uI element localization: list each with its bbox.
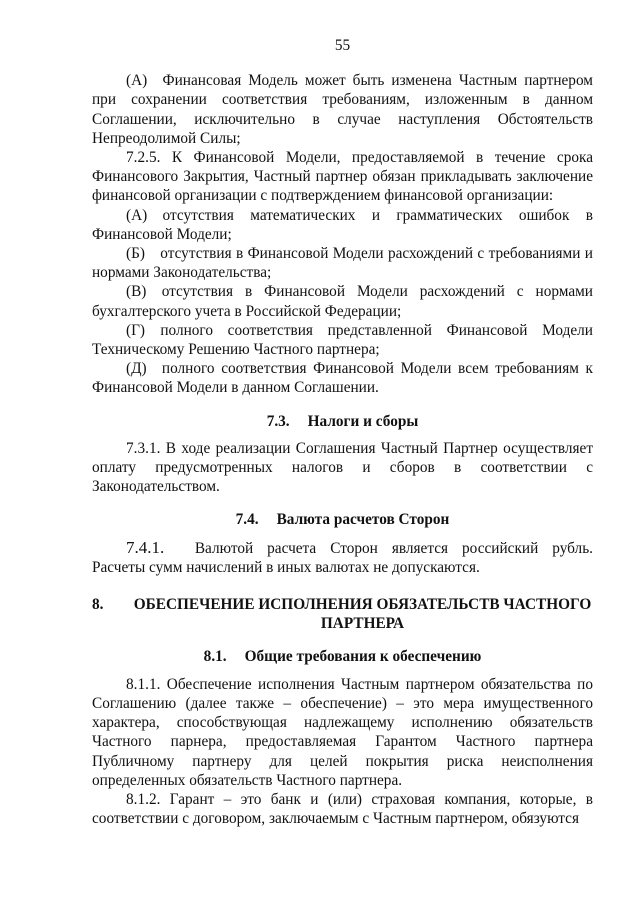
section-heading-7-3 xyxy=(92,412,593,431)
list-item-b: (Б) отсутствия в Финансовой Модели расхождений с требованиями и нормами Законодательства; xyxy=(92,245,593,282)
paragraph-7-3-1: 7.3.1. В ходе реализации Соглашения Частный Партнер осуществляет оплату предусмотренных налогов и сборов в соответствии с Законодательством. xyxy=(92,439,593,496)
paragraph-8-1-1: 8.1.1. Обеспечение исполнения Частным партнером обязательства по Соглашению (далее также – обеспечение) – это мера имущественного характера, способствующая надлежащему исполнению обязательств Частного парнера, предоставляемая Гарантом Частного партнера Публичному партнеру для целей покрытия риска неисполнения определенных обязательств Частного партнера. xyxy=(92,675,593,789)
paragraph-8-1-2: 8.1.2. Гарант – это банк и (или) страховая компания, которые, в соответствии с договором, заключаемым с Частным партнером, обязуются xyxy=(92,790,593,828)
paragraph-7-4-1 xyxy=(92,538,593,577)
chapter-title: ОБЕСПЕЧЕНИЕ ИСПОЛНЕНИЯ ОБЯЗАТЕЛЬСТВ ЧАСТНОГО ПАРТНЕРА xyxy=(133,596,592,633)
list-item-d: (Д) полного соответствия Финансовой Модели всем требованиям к Финансовой Модели в данном Соглашении. xyxy=(92,360,593,397)
section-title: Валюта расчетов Сторон xyxy=(276,511,450,529)
section-number: 7.3. xyxy=(266,412,290,430)
paragraph-7-2-5: 7.2.5. К Финансовой Модели, предоставляемой в течение срока Финансового Закрытия, Частный партнер обязан прикладывать заключение финансовой организации с подтверждением финансовой организации: xyxy=(92,149,593,205)
section-number: 8.1. xyxy=(203,648,227,666)
section-title: Налоги и сборы xyxy=(307,412,419,430)
section-heading-7-4 xyxy=(92,510,593,529)
list-item-g: (Г) полного соответствия представленной Финансовой Модели Техническому Решению Частного партнера; xyxy=(92,321,593,359)
list-item-v: (В) отсутствия в Финансовой Модели расхождений с нормами бухгалтерского учета в Российской Федерации; xyxy=(92,283,593,320)
page-number: 55 xyxy=(334,37,351,54)
paragraph-7-2-4-a: (А) Финансовая Модель может быть изменена Частным партнером при сохранении соответствия требованиям, изложенным в данном Соглашении, исключительно в случае наступления Обстоятельств Непреодолимой Силы; xyxy=(92,72,593,147)
list-item-a: (А) отсутствия математических и грамматических ошибок в Финансовой Модели; xyxy=(92,206,593,243)
clause-number: 7.4.1. xyxy=(126,537,165,557)
clause-text: Валютой расчета Сторон является российский рубль. Расчеты сумм начислений в иных валютах не допускаются. xyxy=(92,539,593,576)
section-title: Общие требования к обеспечению xyxy=(244,648,482,666)
chapter-number: 8. xyxy=(92,596,104,614)
section-heading-8-1 xyxy=(92,647,593,666)
chapter-heading-8 xyxy=(92,595,593,633)
section-number: 7.4. xyxy=(235,511,259,529)
